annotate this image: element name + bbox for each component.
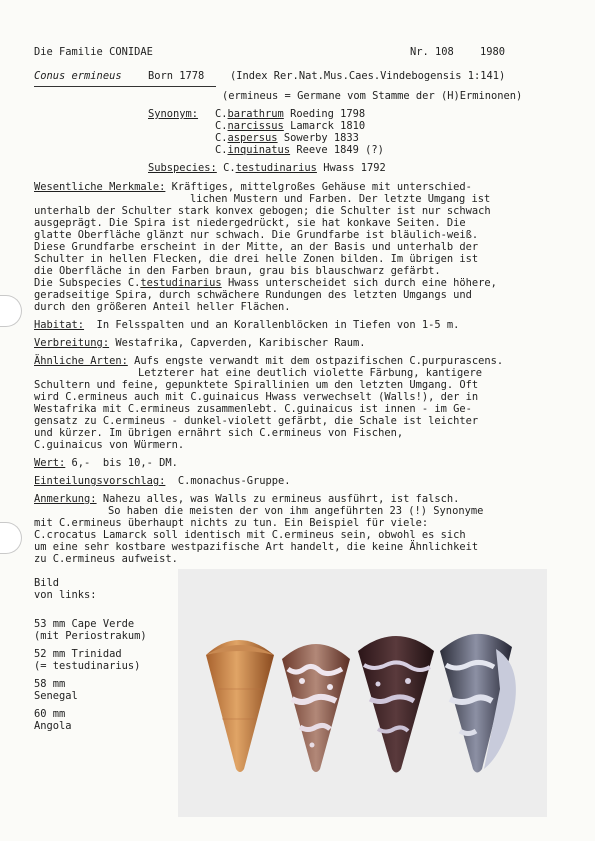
anmerkung-line: C.crocatus Lamarck soll identisch mit C.ermineus sein, obwohl es sich: [34, 529, 466, 541]
arten-line: Schultern und feine, gepunktete Spirallinien um den letzten Umgang. Oft: [34, 379, 479, 391]
caption-item: 53 mm Cape Verde: [34, 618, 135, 630]
merkmale-first-line: Wesentliche Merkmale: Kräftiges, mittelgroßes Gehäuse mit unterschied-: [34, 181, 472, 193]
habitat-line: Habitat: In Felsspalten und an Korallenblöcken in Tiefen von 1-5 m.: [34, 319, 460, 331]
anmerkung-line: mit C.ermineus überhaupt nichts zu tun. Ein Beispiel für viele:: [34, 517, 429, 529]
merkmale-line: Schulter in hellen Flecken, die drei helle Zonen bilden. Im übrigen ist: [34, 253, 479, 265]
caption-item: 52 mm Trinidad: [34, 648, 122, 660]
subspecies-line: Subspecies: C.testudinarius Hwass 1792: [148, 162, 386, 174]
shell-angola: [440, 634, 516, 773]
species-underline: [34, 86, 216, 87]
anmerkung-line: zu C.ermineus aufweist.: [34, 553, 178, 565]
verbreitung-line: Verbreitung: Westafrika, Capverden, Karibischer Raum.: [34, 337, 366, 349]
caption-item: (mit Periostrakum): [34, 630, 147, 642]
synonym-label: Synonym:: [148, 108, 199, 120]
caption-item: (= testudinarius): [34, 660, 141, 672]
arten-second-line: Letzterer hat eine deutlich violette Färbung, kantigere: [138, 367, 483, 379]
synonym-item: C.inquinatus Reeve 1849 (?): [215, 144, 384, 156]
synonym-item: C.aspersus Sowerby 1833: [215, 132, 359, 144]
arten-line: Westafrika mit C.ermineus zusammenlebt. C.guinaicus ist innen - im Ge-: [34, 403, 472, 415]
arten-line: gensatz zu C.ermineus - dunkel-violett gefärbt, die Schale ist leichter: [34, 415, 479, 427]
synonym-item: C.narcissus Lamarck 1810: [215, 120, 366, 132]
species-index: (Index Rer.Nat.Mus.Caes.Vindebogensis 1:141): [230, 70, 506, 82]
species-author: Born 1778: [148, 70, 205, 82]
merkmale-line: durch den größeren Anteil heller Flächen.: [34, 301, 291, 313]
arten-first-line: Ähnliche Arten: Aufs engste verwandt mit dem ostpazifischen C.purpurascens.: [34, 355, 504, 367]
merkmale-line: ausgeprägt. Die Spira ist niedergedrückt, sie hat konkave Seiten. Die: [34, 217, 466, 229]
merkmale-line: die Oberfläche in den Farben braun, grau bis blauschwarz gefärbt.: [34, 265, 441, 277]
arten-line: C.guinaicus von Würmern.: [34, 439, 185, 451]
punch-hole-bottom: [0, 522, 22, 554]
caption-title: Bild: [34, 577, 60, 589]
merkmale-line: glatte Oberfläche glänzt nur schwach. Die Grundfarbe ist bläulich-weiß.: [34, 229, 479, 241]
anmerkung-line: um eine sehr kostbare westpazifische Art handelt, die keine Ähnlichkeit: [34, 541, 479, 553]
anmerkung-first-line: Anmerkung: Nahezu alles, was Walls zu ermineus ausführt, ist falsch.: [34, 493, 460, 505]
arten-line: wird C.ermineus auch mit C.guinaicus Hwass verwechselt (Walls!), der in: [34, 391, 479, 403]
caption-item: 60 mm: [34, 708, 66, 720]
synonym-item: C.barathrum Roeding 1798: [215, 108, 366, 120]
shell-photo: [178, 569, 547, 817]
merkmale-line: geradseitige Spira, durch schwächere Rundungen des letzten Umgangs und: [34, 289, 472, 301]
merkmale-second-line: lichen Mustern und Farben. Der letzte Umgang ist: [190, 193, 491, 205]
arten-line: und kürzer. Im übrigen ernährt sich C.ermineus von Fischen,: [34, 427, 404, 439]
merkmale-line: unterhalb der Schulter stark konvex gebogen; die Schulter ist nur schwach: [34, 205, 491, 217]
einteilung-line: Einteilungsvorschlag: C.monachus-Gruppe.: [34, 475, 291, 487]
sheet-number: Nr. 108: [410, 46, 454, 58]
punch-hole-top: [0, 295, 22, 327]
caption-title: von links:: [34, 589, 97, 601]
anmerkung-second-line: So haben die meisten der von ihm angeführten 23 (!) Synonyme: [108, 505, 484, 517]
caption-item: Angola: [34, 720, 72, 732]
sheet-year: 1980: [480, 46, 506, 58]
shell-cape-verde: [206, 640, 274, 772]
shell-trinidad: [282, 644, 350, 772]
species-name: Conus ermineus: [34, 70, 122, 82]
caption-item: 58 mm: [34, 678, 66, 690]
caption-item: Senegal: [34, 690, 78, 702]
shell-senegal: [358, 636, 434, 773]
wert-line: Wert: 6,- bis 10,- DM.: [34, 457, 178, 469]
species-etymology: (ermineus = Germane vom Stamme der (H)Erminonen): [222, 90, 523, 102]
merkmale-line: Diese Grundfarbe erscheint in der Mitte, an der Basis und unterhalb der: [34, 241, 479, 253]
merkmale-subspecies-line: Die Subspecies C.testudinarius Hwass unterscheidet sich durch eine höhere,: [34, 277, 497, 289]
family-title: Die Familie CONIDAE: [34, 46, 153, 58]
